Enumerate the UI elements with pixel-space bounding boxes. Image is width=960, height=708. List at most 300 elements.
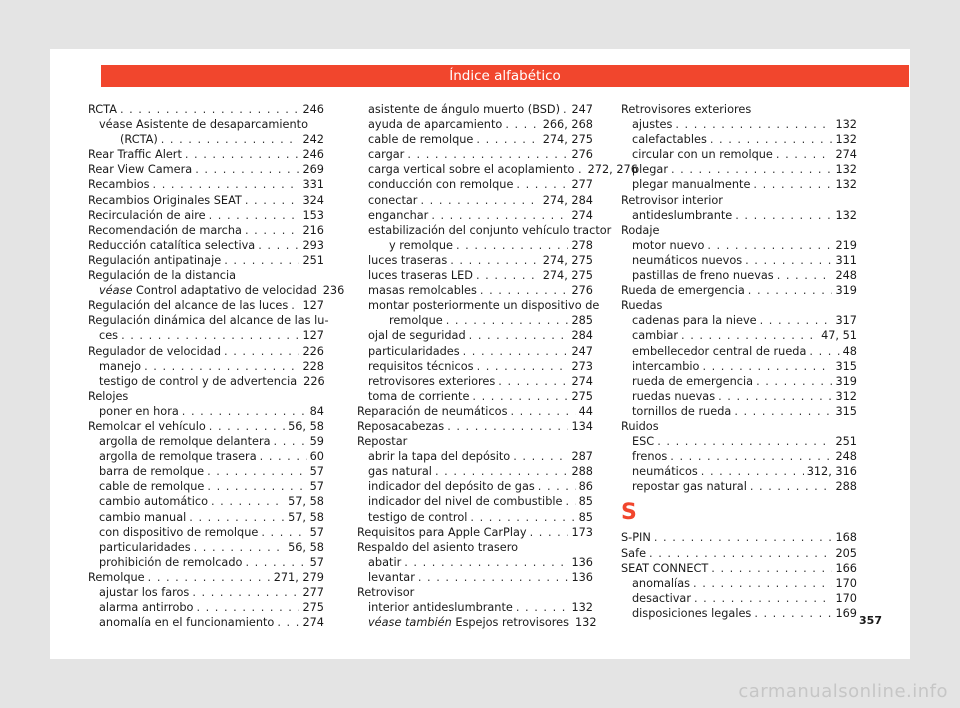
entry-page: 246 [302,103,324,116]
dot-leader [710,132,833,147]
dot-leader [735,208,832,223]
entry-page: 248 [835,269,857,283]
entry-term [632,253,742,268]
entry-page: 331 [302,178,324,192]
entry-page: 153 [302,208,324,222]
page-sheet [50,49,910,659]
index-heading: Ruidos [621,419,659,433]
entry-text: antideslumbrante [632,208,733,222]
entry-page: 312 [835,389,857,403]
index-entry [357,525,593,540]
entry-term [88,223,242,238]
entry-text: tornillos de rueda [632,404,732,418]
dot-leader [224,253,299,268]
entry-term [99,359,141,374]
entry-page: 274 [571,208,593,222]
entry-page: 276 [571,284,593,298]
entry-text: y remolque [389,238,453,252]
index-entry [88,208,324,223]
index-entry [88,253,324,268]
index-entry [88,102,324,117]
entry-text: Remolque [88,570,145,584]
entry-text: barra de remolque [99,465,205,479]
entry-text: ESC [632,435,655,449]
entry-text: asistente de ángulo muerto (BSD) [368,103,561,116]
entry-page: 319 [835,374,857,388]
entry-page: 319 [835,284,857,298]
dot-leader [161,132,300,147]
dot-leader [530,525,569,540]
entry-page: 269 [302,163,324,177]
entry-term [99,585,189,600]
entry-term [621,530,651,545]
entry-text: Rueda de emergencia [621,284,745,298]
index-entry [621,479,857,494]
index-entry [621,591,857,606]
dot-leader [472,389,568,404]
entry-term [99,510,186,525]
dot-leader [121,328,299,343]
entry-term [632,268,774,283]
index-heading: Regulación de la distancia [88,269,237,283]
entry-term [368,328,466,343]
entry-page: 274, 275 [542,253,593,267]
index-entry [357,208,593,223]
dot-leader [745,253,832,268]
entry-page: 251 [835,435,857,449]
entry-term [88,208,206,223]
entry-term [368,162,582,177]
dot-leader [654,530,833,545]
dot-leader [260,449,307,464]
dot-leader [753,177,832,192]
index-entry [357,132,593,147]
dot-leader [245,193,300,208]
entry-term [621,561,708,576]
entry-term [632,117,672,132]
dot-leader [476,268,540,283]
index-entry [621,147,857,162]
entry-page: 57, 58 [288,495,324,509]
entry-page: 56, 58 [288,419,324,433]
index-entry [88,570,324,585]
entry-term [632,449,667,464]
entry-term [632,344,806,359]
entry-text: Regulación del alcance de las luces [88,299,289,313]
index-entry [88,359,324,374]
entry-term [120,132,158,147]
dot-leader [207,464,307,479]
entry-text: (RCTA) [120,133,158,147]
index-entry [88,283,345,298]
dot-leader [446,313,569,328]
entry-term [632,328,678,343]
index-heading: Ruedas [621,299,663,313]
index-entry [88,479,324,494]
entry-text: Recomendación de marcha [88,223,242,237]
dot-leader [657,434,832,449]
index-heading: Respaldo del asiento trasero [357,540,519,554]
entry-text: Rear View Camera [88,163,193,177]
entry-page: 312, 316 [806,465,857,479]
entry-term [632,313,757,328]
dot-leader [734,404,832,419]
entry-term [357,404,507,419]
dot-leader [477,359,569,374]
index-entry [357,464,593,479]
dot-leader [809,344,839,359]
dot-leader [261,525,306,540]
entry-term [632,132,707,147]
index-entry [357,102,593,117]
entry-text: Reducción catalítica selectiva [88,238,256,252]
dot-leader [189,510,285,525]
entry-text: RCTA [88,103,117,116]
entry-page: 274 [571,374,593,388]
dot-leader [711,561,832,576]
index-entry [357,449,593,464]
entry-page: 247 [571,103,593,116]
entry-text: ayuda de aparcamiento [368,118,503,132]
entry-text: Regulador de velocidad [88,344,222,358]
entry-text: prohibición de remolcado [99,555,243,569]
entry-term [632,389,715,404]
entry-term [632,479,747,494]
index-entry [88,193,324,208]
entry-text: luces traseras LED [368,269,473,283]
dot-leader [463,344,569,359]
entry-page: 242 [302,133,324,147]
dot-leader [469,328,569,343]
watermark-text: carmanualsonline.info [738,681,948,702]
entry-text: cable de remolque [99,480,205,494]
dot-leader [480,283,569,298]
dot-leader [274,434,307,449]
dot-leader [277,615,299,630]
entry-page: 59 [309,435,324,449]
entry-page: 85 [578,495,593,509]
index-entry [357,147,593,162]
index-entry [357,389,593,404]
index-entry [88,298,324,313]
dot-leader [431,208,568,223]
index-entry [88,555,324,570]
index-entry [88,404,324,419]
entry-page: 274 [302,616,324,630]
index-entry [357,238,593,253]
index-entry [88,434,324,449]
entry-page: 274, 284 [542,193,593,207]
index-entry [88,585,324,600]
entry-text: Control adaptativo de velocidad [136,284,317,298]
entry-page: 275 [302,601,324,615]
dot-leader [258,238,299,253]
entry-page: 169 [835,606,857,620]
dot-leader [407,147,568,162]
entry-text: conducción con remolque [368,178,514,192]
entry-term [99,404,179,419]
dot-leader [675,117,832,132]
index-entry [357,419,593,434]
entry-term [88,193,242,208]
entry-term [99,449,257,464]
entry-text: gas natural [368,465,432,479]
index-entry [621,434,857,449]
entry-term [621,283,745,298]
index-entry [88,223,324,238]
index-entry [357,162,638,177]
index-entry [88,449,324,464]
entry-text: indicador del nivel de combustible [368,495,563,509]
entry-term [99,555,242,570]
entry-page: 132 [574,616,597,630]
dot-leader [196,600,299,615]
entry-term [368,132,473,147]
index-entry [621,177,857,192]
dot-leader [505,117,539,132]
entry-term [621,546,646,561]
dot-leader [456,238,568,253]
entry-text: pastillas de freno nuevas [632,269,774,283]
entry-text: S-PIN [621,531,651,545]
dot-leader [120,102,300,117]
entry-page: 168 [835,531,857,545]
entry-text: retrovisores exteriores [368,374,496,388]
entry-text: desactivar [632,591,691,605]
dot-leader [148,570,271,585]
index-entry [88,540,324,555]
entry-text: Reposacabezas [357,419,445,433]
entry-term [99,494,208,509]
entry-term [632,238,704,253]
entry-page: 173 [571,525,593,539]
entry-text: Recirculación de aire [88,208,206,222]
dot-leader [693,576,832,591]
entry-text: remolque [389,314,443,328]
dot-leader [153,177,300,192]
entry-term [368,253,447,268]
index-entry [88,328,324,343]
index-entry [357,313,593,328]
entry-term [357,525,527,540]
entry-text: cambiar [632,329,679,343]
entry-page: 272, 276 [587,163,638,177]
dot-leader [750,479,833,494]
entry-page: 219 [835,238,857,252]
dot-leader [245,555,306,570]
entry-page: 60 [309,450,324,464]
entry-text: particularidades [99,540,191,554]
index-entry [357,117,593,132]
dot-leader [420,193,539,208]
index-entry [621,389,857,404]
dot-leader [185,147,300,162]
dot-leader [670,449,832,464]
entry-text: repostar gas natural [632,480,747,494]
dot-leader [718,389,832,404]
entry-text: cable de remolque [368,133,474,147]
entry-term [88,162,192,177]
index-entry [357,479,593,494]
index-entry [88,162,324,177]
entry-term [88,147,182,162]
entry-text: cargar [368,148,405,162]
entry-text: ojal de seguridad [368,329,466,343]
entry-text: calefactables [632,133,707,147]
entry-term [88,298,288,313]
entry-text: disposiciones legales [632,606,752,620]
dot-leader [702,359,832,374]
entry-page: 127 [302,299,324,313]
entry-text: toma de corriente [368,389,470,403]
entry-text: luces traseras [368,253,448,267]
page-title: Índice alfabético [101,65,909,87]
entry-page: 317 [835,314,857,328]
index-entry [621,606,857,621]
entry-term [368,268,473,283]
entry-text: argolla de remolque delantera [99,435,271,449]
index-entry [621,404,857,419]
entry-text: indicador del depósito de gas [368,480,535,494]
entry-text: motor nuevo [632,238,705,252]
index-entry [88,419,324,434]
entry-text: anomalías [632,576,691,590]
dot-leader [701,464,804,479]
section-letter: S [621,500,637,526]
index-entry [357,404,593,419]
entry-term [88,238,255,253]
index-entry [357,359,593,374]
see-reference: véase también [368,616,452,630]
entry-page: 324 [302,193,324,207]
entry-term [368,102,560,117]
entry-page: 287 [571,450,593,464]
index-heading: estabilización del conjunto vehículo tractor [368,223,612,237]
dot-leader [418,570,569,585]
entry-page: 216 [302,223,324,237]
entry-page: 246 [302,148,324,162]
entry-term [632,606,751,621]
entry-page: 274 [835,148,857,162]
dot-leader [777,268,833,283]
index-entry [88,615,324,630]
entry-page: 273 [571,359,593,373]
dot-leader [649,546,832,561]
entry-page: 47, 51 [821,329,857,343]
entry-term [99,434,271,449]
entry-text: frenos [632,450,668,464]
entry-page: 56, 58 [288,540,324,554]
dot-leader [182,404,307,419]
index-heading: Regulación dinámica del alcance de las lu- [88,314,329,328]
entry-page: 136 [571,555,593,569]
entry-text: plegar manualmente [632,178,751,192]
index-entry [621,132,857,147]
entry-text: Rear Traffic Alert [88,148,182,162]
entry-text: SEAT CONNECT [621,561,709,575]
entry-page: 44 [578,404,593,418]
entry-text: conectar [368,193,418,207]
entry-page: 134 [571,419,593,433]
dot-leader [538,479,576,494]
index-entry [357,177,593,192]
entry-term [368,283,477,298]
entry-page: 226 [303,374,325,388]
entry-text: interior antideslumbrante [368,601,513,615]
dot-leader [516,177,568,192]
dot-leader [450,253,539,268]
page-number: 357 [859,614,882,627]
entry-page: 57 [309,465,324,479]
entry-text: manejo [99,359,142,373]
dot-leader [694,591,832,606]
entry-page: 132 [835,208,857,222]
entry-text: enganchar [368,208,429,222]
index-entry [621,238,857,253]
entry-term [368,555,401,570]
entry-term [368,510,467,525]
entry-term [99,540,191,555]
entry-page: 57 [309,480,324,494]
entry-page: 277 [302,586,324,599]
entry-text: embellecedor central de rueda [632,344,807,358]
entry-page: 170 [835,576,857,590]
dot-leader [476,132,539,147]
index-entry [357,615,597,630]
entry-term [88,177,150,192]
entry-page: 205 [835,546,857,560]
entry-page: 127 [302,329,324,343]
entry-page: 247 [571,344,593,358]
entry-term [368,449,510,464]
index-entry [621,208,857,223]
entry-page: 226 [302,344,324,358]
entry-term [368,177,513,192]
entry-text: rueda de emergencia [632,374,754,388]
entry-text: Requisitos para Apple CarPlay [357,525,527,539]
index-heading: montar posteriormente un dispositivo de [368,299,600,313]
entry-term [368,494,562,509]
dot-leader [291,298,299,313]
entry-term [368,389,469,404]
entry-text: Espejos retrovisores [455,616,569,630]
entry-page: 86 [578,480,593,494]
index-entry [621,464,857,479]
entry-text: poner en hora [99,404,179,418]
entry-page: 315 [835,359,857,373]
entry-page: 274, 275 [542,133,593,147]
entry-page: 132 [835,178,857,192]
entry-term [632,374,753,389]
index-entry [88,177,324,192]
entry-page: 132 [835,163,857,177]
entry-term [99,464,204,479]
entry-page: 85 [578,510,593,524]
entry-text: Regulación antipatinaje [88,253,222,267]
entry-text: con dispositivo de remolque [99,525,259,539]
entry-text: argolla de remolque trasera [99,450,257,464]
index-entry [88,525,324,540]
index-heading: Retrovisor [357,586,415,599]
entry-page: 84 [309,404,324,418]
entry-page: 57, 58 [288,510,324,524]
index-heading: Retrovisor interior [621,193,723,207]
dot-leader [207,479,306,494]
entry-page: 132 [835,118,857,132]
index-entry [621,576,857,591]
entry-page: 228 [302,359,324,373]
index-entry [88,238,324,253]
